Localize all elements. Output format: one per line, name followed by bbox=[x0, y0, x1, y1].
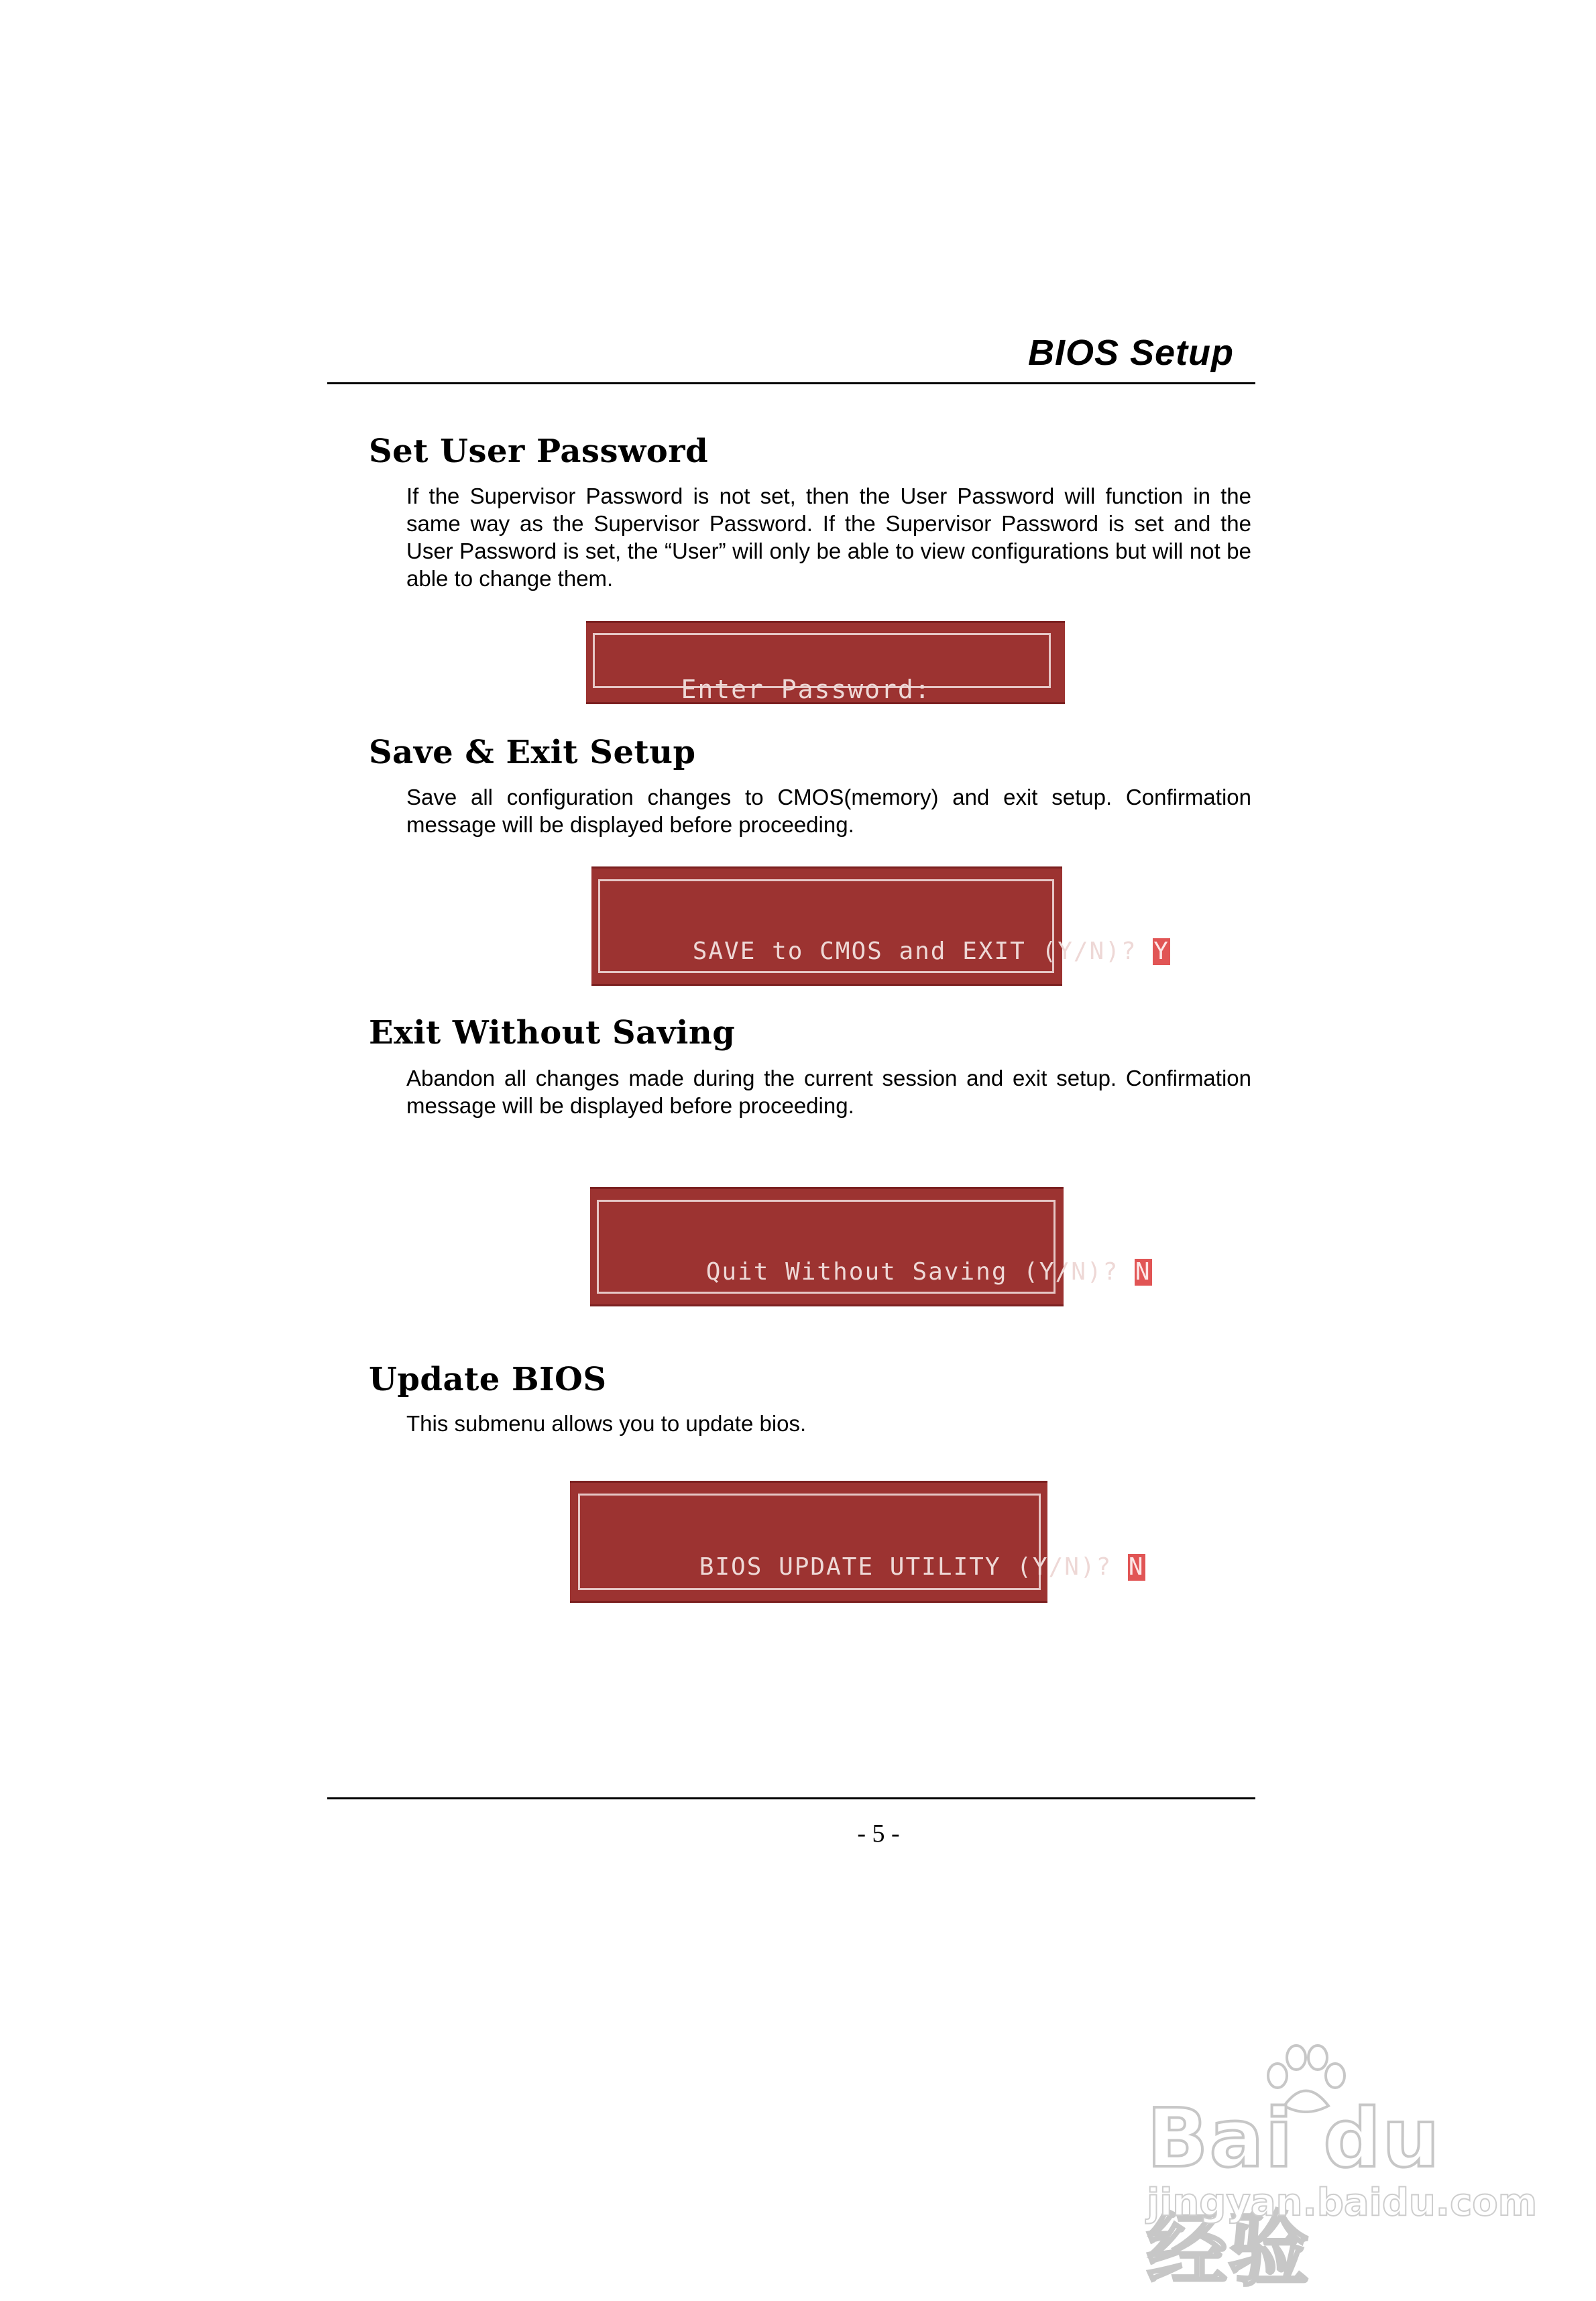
page-number: - 5 - bbox=[857, 1819, 900, 1848]
save-exit-dialog bbox=[591, 866, 1170, 986]
save-exit-prompt: SAVE to CMOS and EXIT (Y/N)? bbox=[692, 938, 1153, 965]
section-body-set-user-password: If the Supervisor Password is not set, then the User Password will function in the same way as the Supervisor Password. If the Supervisor Password is set and the User Password is set, the “User” will only be able to view configurations but will not be able to change them. bbox=[406, 484, 1251, 591]
save-exit-answer-input[interactable]: Y bbox=[1153, 938, 1170, 965]
section-body-save-exit-setup: Save all configuration changes to CMOS(memory) and exit setup. Confirmation message will be displayed before proceeding. bbox=[406, 785, 1251, 837]
baidu-watermark bbox=[1140, 2039, 1542, 2297]
bios-update-dialog bbox=[570, 1481, 1145, 1603]
section-body-update-bios: This submenu allows you to update bios. bbox=[406, 1411, 807, 1436]
watermark-url: jingyan.baidu.com bbox=[1147, 2181, 1538, 2225]
quit-without-saving-dialog bbox=[590, 1187, 1151, 1306]
bios-update-prompt: BIOS UPDATE UTILITY (Y/N)? bbox=[699, 1553, 1128, 1581]
header-rule bbox=[327, 382, 1255, 384]
watermark-brand: Bai du 经验 bbox=[1147, 2092, 1441, 2297]
bios-update-answer-input[interactable]: N bbox=[1128, 1553, 1145, 1581]
section-title-set-user-password: Set User Password bbox=[369, 433, 709, 470]
section-title-save-exit-setup: Save & Exit Setup bbox=[369, 734, 696, 771]
footer-rule bbox=[327, 1797, 1255, 1799]
enter-password-prompt: Enter Password: bbox=[681, 675, 931, 704]
enter-password-dialog bbox=[586, 621, 1065, 704]
section-title-exit-without-saving: Exit Without Saving bbox=[369, 1014, 736, 1052]
quit-answer-input[interactable]: N bbox=[1135, 1258, 1151, 1286]
page-header-title: BIOS Setup bbox=[1027, 333, 1234, 373]
section-title-update-bios: Update BIOS bbox=[369, 1361, 607, 1398]
quit-without-saving-prompt: Quit Without Saving (Y/N)? bbox=[705, 1258, 1135, 1286]
section-body-exit-without-saving: Abandon all changes made during the current session and exit setup. Confirmation message will be displayed before proceeding. bbox=[406, 1066, 1251, 1118]
